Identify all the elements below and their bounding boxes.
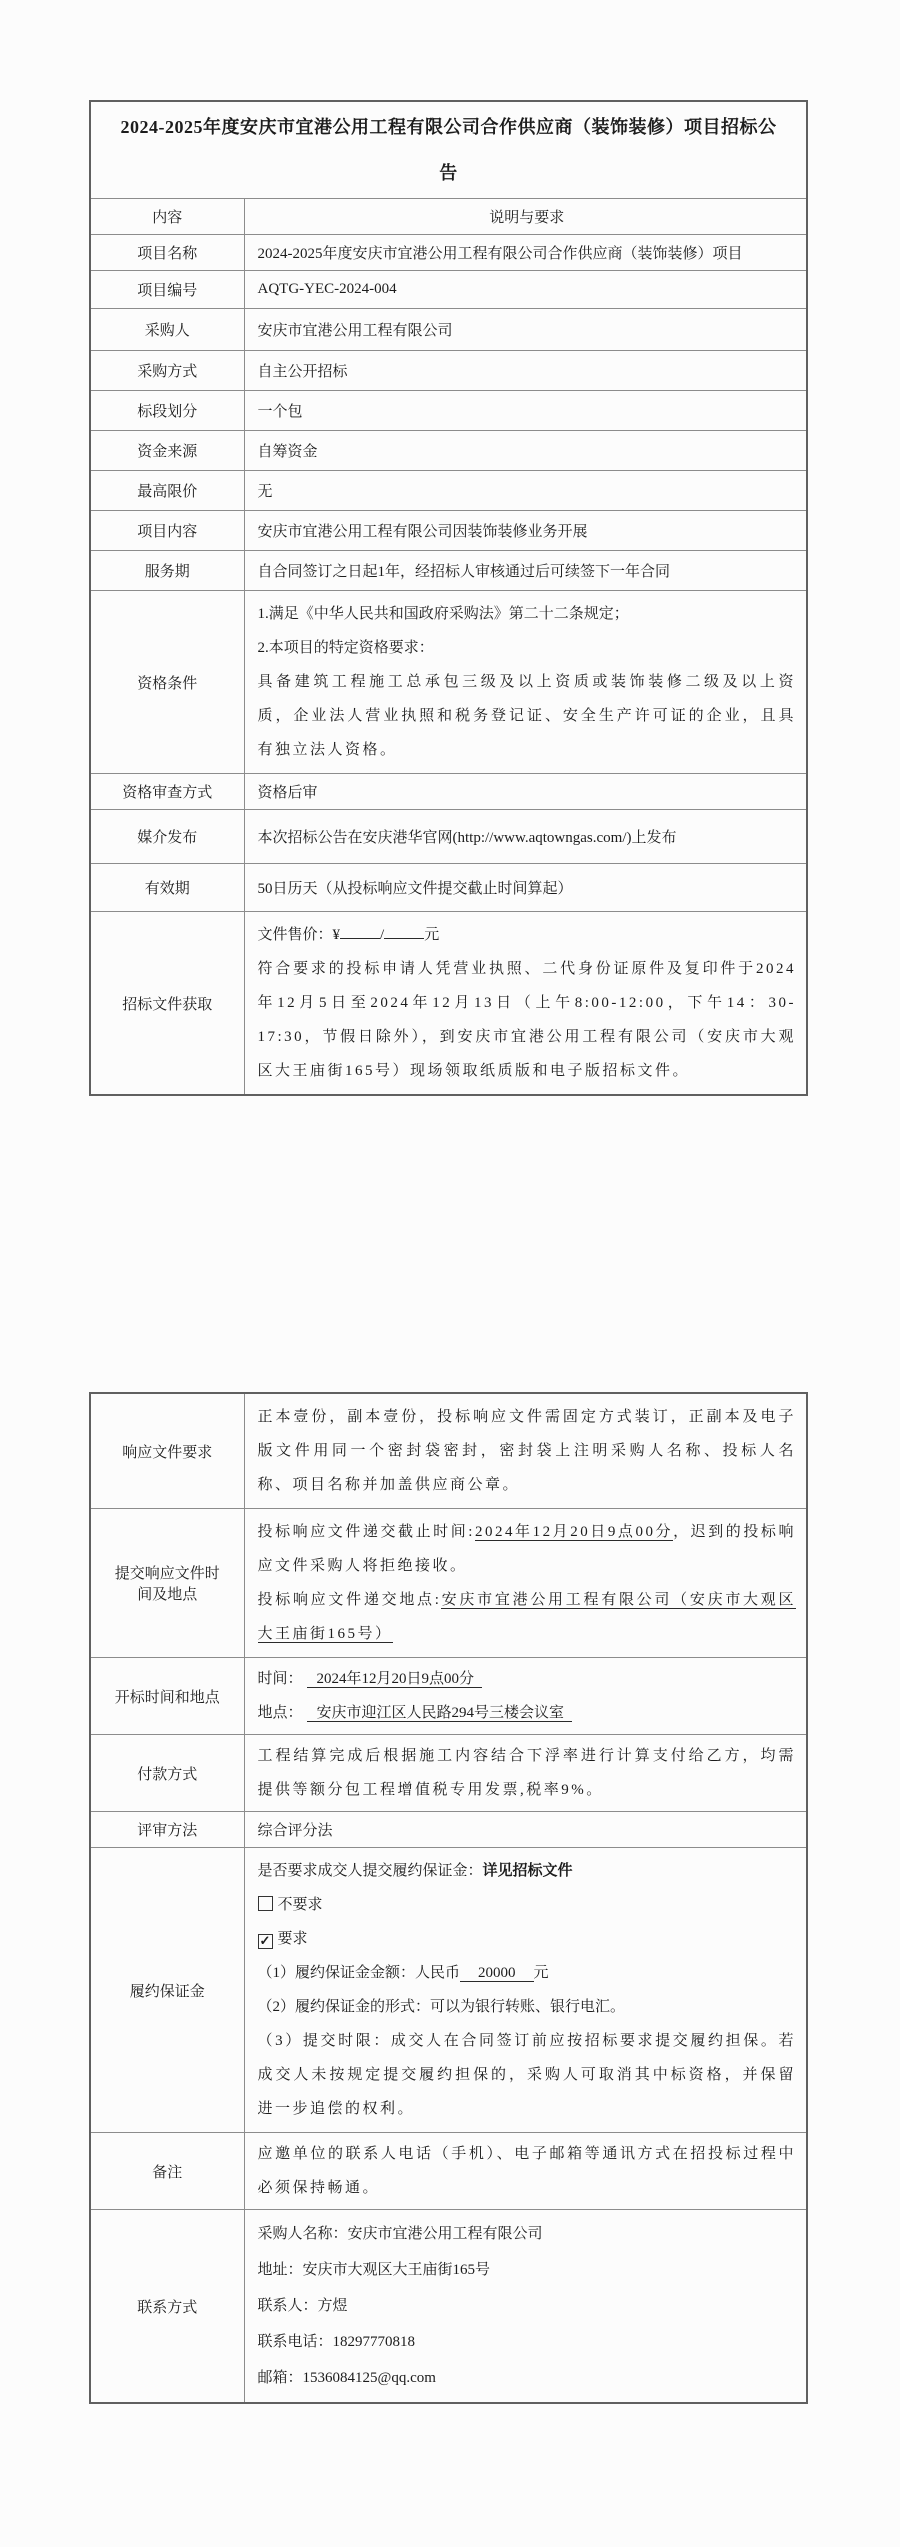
price-cap-label: 最高限价 [90,471,244,511]
contact-phone-line: 联系电话：18297770818 [257,2334,416,2350]
validity-period-value: 50日历天（从投标响应文件提交截止时间算起） [244,864,807,912]
submission-deadline-suffix: ，迟到的投标响应文件采购人将拒绝接收。 [257,1524,796,1574]
row-fund-source [90,431,807,471]
media-publication-value: 本次招标公告在安庆港华官网(http://www.aqtowngas.com/)上发布 [244,810,807,864]
purchaser-label: 采购人 [90,309,244,351]
performance-bond-amount-line [258,1956,797,1990]
remarks-para: 应邀单位的联系人电话（手机）、电子邮箱等通讯方式在招投标过程中必须保持畅通。 [257,2146,796,2196]
price-prefix: 文件售价：¥ [257,927,341,943]
remarks-label: 备注 [90,2133,244,2210]
row-bid-opening [90,1658,807,1735]
performance-bond-deadline-para: （3）提交时限：成交人在合同签订前应按招标要求提交履约担保。若成交人未按规定提交履约担保的，采购人可取消其中标资格，并保留进一步追偿的权利。 [257,2033,796,2117]
lot-division-value: 一个包 [244,391,807,431]
response-document-requirements-value [244,1393,807,1509]
performance-bond-question: 是否要求成交人提交履约保证金： [257,1863,483,1879]
top-margin [0,0,900,100]
row-remarks [90,2133,807,2210]
document-price-line [258,918,797,952]
row-performance-bond [90,1848,807,2133]
bond-amount-prefix: （1）履约保证金金额：人民币 [257,1965,461,1981]
procurement-method-label: 采购方式 [90,351,244,391]
project-name-label: 项目名称 [90,235,244,271]
performance-bond-see-document: 详见招标文件 [482,1863,573,1879]
bid-opening-place-label: 地点： [257,1705,303,1721]
header-requirement-label: 说明与要求 [244,199,807,235]
qualification-review-value: 资格后审 [244,774,807,810]
bid-opening-time-line [258,1662,797,1696]
performance-bond-option-yes [258,1922,797,1956]
row-project-name [90,235,807,271]
submission-deadline-line [258,1515,797,1583]
qualification-review-label: 资格审查方式 [90,774,244,810]
table-header-row [90,199,807,235]
check-mark-icon: ✓ [259,1933,271,1948]
performance-bond-value [244,1848,807,2133]
price-slash: / [380,927,385,943]
page-title: 2024-2025年度安庆市宜港公用工程有限公司合作供应商（装饰装修）项目招标公告 [90,101,807,199]
fund-source-label: 资金来源 [90,431,244,471]
qualification-label: 资格条件 [90,591,244,774]
performance-bond-form-line: （2）履约保证金的形式：可以为银行转账、银行电汇。 [257,1999,626,2015]
bid-opening-place-line [258,1696,797,1730]
lot-division-label: 标段划分 [90,391,244,431]
contact-info-label: 联系方式 [90,2210,244,2404]
row-procurement-method [90,351,807,391]
row-media-publication [90,810,807,864]
document-acquisition-label: 招标文件获取 [90,912,244,1096]
service-period-value: 自合同签订之日起1年，经招标人审核通过后可续签下一年合同 [244,551,807,591]
document-acquisition-para: 符合要求的投标申请人凭营业执照、二代身份证原件及复印件于2024年12月5日至2024年12月13日（上午8:00-12:00，下午14：30-17:30，节假日除外），到安庆市宜港公用工程有限公司（安庆市大观区大王庙街165号）现场领取纸质版和电子版招标文件。 [257,961,796,1079]
row-qualification [90,591,807,774]
payment-method-para: 工程结算完成后根据施工内容结合下浮率进行计算支付给乙方，均需提供等额分包工程增值税专用发票,税率9%。 [257,1748,796,1798]
project-content-value: 安庆市宜港公用工程有限公司因装饰装修业务开展 [244,511,807,551]
row-purchaser [90,309,807,351]
response-document-requirements-label: 响应文件要求 [90,1393,244,1509]
contact-purchaser-line: 采购人名称：安庆市宜港公用工程有限公司 [257,2226,543,2242]
submission-time-place-value [244,1509,807,1658]
price-blank-underline [340,923,380,939]
evaluation-method-value: 综合评分法 [244,1812,807,1848]
submission-deadline-datetime: 2024年12月20日9点00分 [474,1524,674,1540]
row-service-period [90,551,807,591]
submission-place-address: 安庆市宜港公用工程有限公司（安庆市大观区大王庙街165号） [257,1592,796,1642]
bid-opening-value [244,1658,807,1735]
row-lot-division [90,391,807,431]
price-suffix: 元 [424,927,440,943]
bond-amount-suffix: 元 [533,1965,549,1981]
performance-bond-question-line [258,1854,797,1888]
bid-opening-label: 开标时间和地点 [90,1658,244,1735]
contact-info-value [244,2210,807,2404]
bond-amount-value: 20000 [460,1965,534,1982]
option-no-label: 不要求 [277,1897,323,1913]
contact-person-line: 联系人：方煜 [257,2298,348,2314]
row-project-number [90,271,807,309]
row-document-acquisition [90,912,807,1096]
payment-method-value [244,1735,807,1812]
checkbox-unchecked-icon [258,1896,273,1911]
qualification-para-3: 具备建筑工程施工总承包三级及以上资质或装饰装修二级及以上资质，企业法人营业执照和税务登记证、安全生产许可证的企业，且具有独立法人资格。 [257,674,796,758]
project-content-label: 项目内容 [90,511,244,551]
fund-source-value: 自筹资金 [244,431,807,471]
announcement-table-page2 [89,1392,808,2404]
contact-address-line: 地址：安庆市大观区大王庙街165号 [257,2262,491,2278]
row-price-cap [90,471,807,511]
price-cap-value: 无 [244,471,807,511]
qualification-para-2: 2.本项目的特定资格要求： [257,640,434,656]
purchaser-value: 安庆市宜港公用工程有限公司 [244,309,807,351]
row-payment-method [90,1735,807,1812]
remarks-value [244,2133,807,2210]
submission-time-place-label: 提交响应文件时间及地点 [90,1509,244,1658]
checkbox-checked-icon [258,1934,273,1949]
page-break-gap [0,1096,900,1392]
row-evaluation-method [90,1812,807,1848]
document-acquisition-value [244,912,807,1096]
option-yes-label: 要求 [277,1931,308,1947]
submission-place-prefix: 投标响应文件递交地点: [257,1592,442,1608]
submission-place-line [258,1583,797,1651]
row-submission-time-place [90,1509,807,1658]
row-contact-info [90,2210,807,2404]
project-number-label: 项目编号 [90,271,244,309]
procurement-method-value: 自主公开招标 [244,351,807,391]
qualification-para-1: 1.满足《中华人民共和国政府采购法》第二十二条规定； [257,606,629,622]
evaluation-method-label: 评审方法 [90,1812,244,1848]
row-qualification-review [90,774,807,810]
row-response-document-requirements [90,1393,807,1509]
media-publication-label: 媒介发布 [90,810,244,864]
validity-period-label: 有效期 [90,864,244,912]
project-number-value: AQTG-YEC-2024-004 [244,271,807,309]
qualification-value [244,591,807,774]
announcement-table-page1 [89,100,808,1096]
price-blank-underline [384,923,424,939]
project-name-value: 2024-2025年度安庆市宜港公用工程有限公司合作供应商（装饰装修）项目 [244,235,807,271]
bid-opening-time-label: 时间： [257,1671,303,1687]
row-project-content [90,511,807,551]
bid-opening-place-value: 安庆市迎江区人民路294号三楼会议室 [307,1705,573,1722]
response-document-requirements-para: 正本壹份，副本壹份，投标响应文件需固定方式装订，正副本及电子版文件用同一个密封袋密封，密封袋上注明采购人名称、投标人名称、项目名称并加盖供应商公章。 [257,1409,796,1493]
contact-email-line: 邮箱：1536084125@qq.com [257,2370,436,2386]
payment-method-label: 付款方式 [90,1735,244,1812]
header-content-label: 内容 [90,199,244,235]
bid-opening-time-value: 2024年12月20日9点00分 [307,1671,483,1688]
title-row [90,101,807,199]
service-period-label: 服务期 [90,551,244,591]
submission-deadline-prefix: 投标响应文件递交截止时间: [257,1524,475,1540]
row-validity-period [90,864,807,912]
performance-bond-option-no [258,1888,797,1922]
performance-bond-label: 履约保证金 [90,1848,244,2133]
